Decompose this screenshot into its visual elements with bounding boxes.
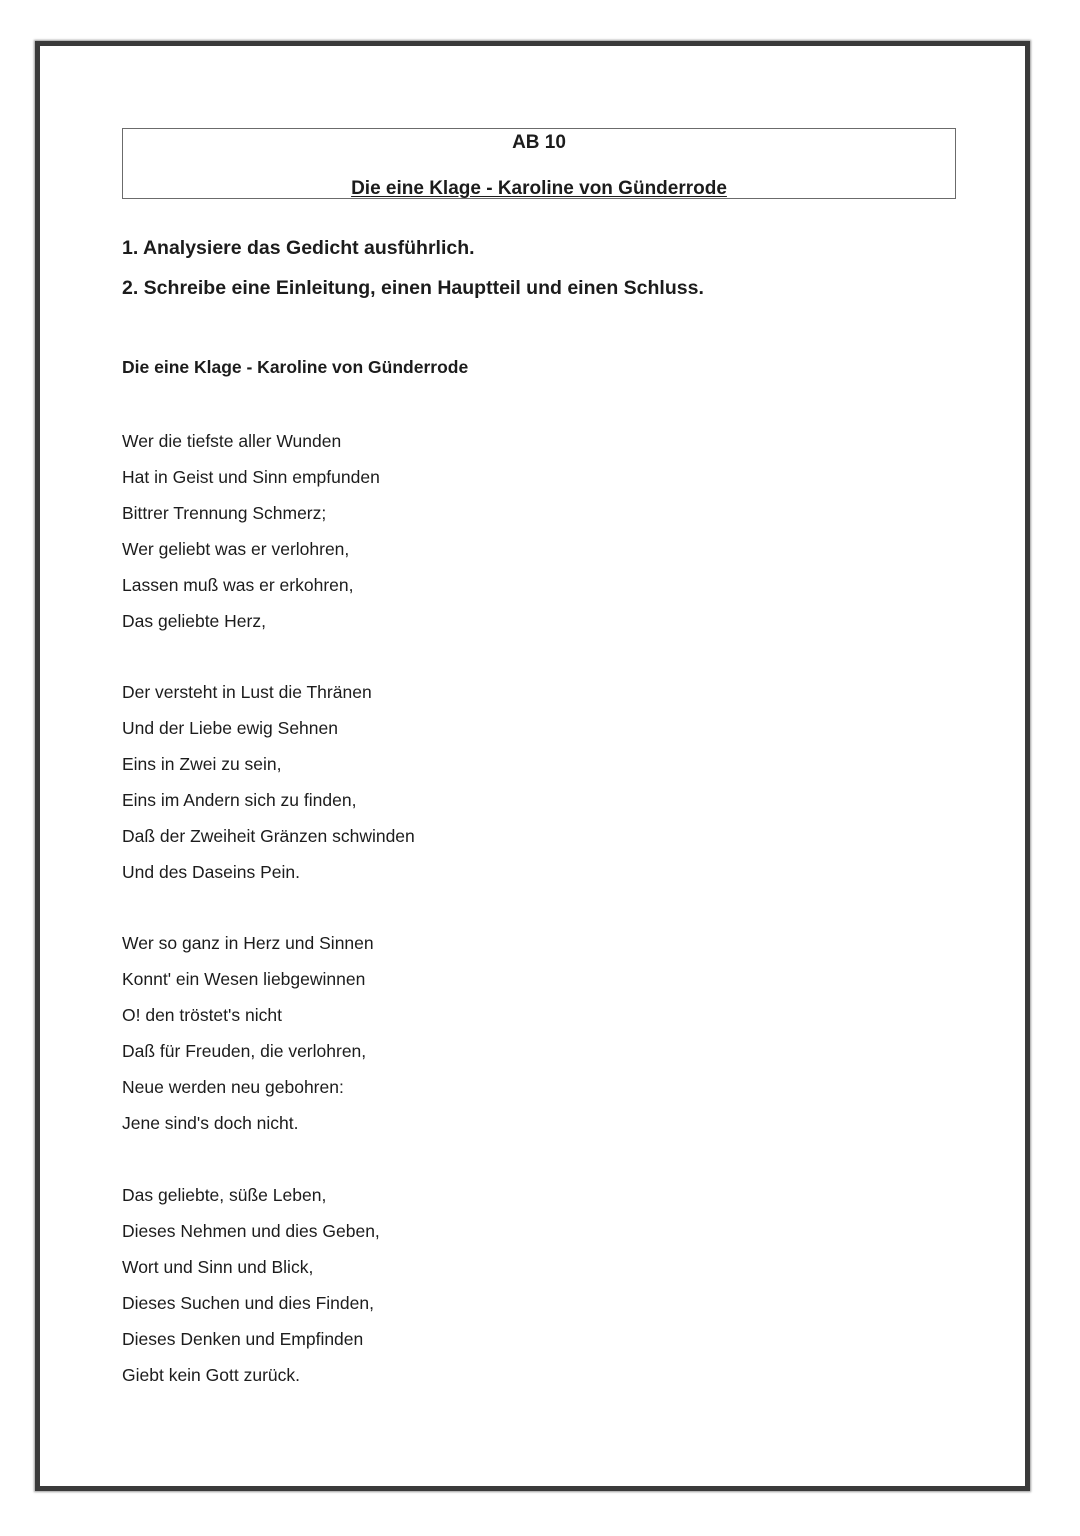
worksheet-title: Die eine Klage - Karoline von Günderrode (351, 178, 727, 199)
task-1: 1. Analysiere das Gedicht ausführlich. (122, 237, 475, 259)
task-2: 2. Schreibe eine Einleitung, einen Hauptteil und einen Schluss. (122, 277, 704, 299)
worksheet-code: AB 10 (512, 132, 566, 153)
worksheet-page (35, 41, 1030, 1491)
verse: Wort und Sinn und Blick, (122, 1257, 314, 1277)
verse: Eins in Zwei zu sein, (122, 754, 282, 774)
verse: Und der Liebe ewig Sehnen (122, 718, 338, 738)
verse: Neue werden neu gebohren: (122, 1077, 344, 1097)
verse: Dieses Denken und Empfinden (122, 1329, 364, 1349)
verse: Dieses Suchen und dies Finden, (122, 1293, 374, 1313)
stanza-3 (122, 925, 374, 1141)
worksheet-header (122, 128, 956, 199)
verse: Bittrer Trennung Schmerz; (122, 503, 327, 523)
stanza-4 (122, 1177, 380, 1393)
verse: Daß für Freuden, die verlohren, (122, 1041, 367, 1061)
verse: Hat in Geist und Sinn empfunden (122, 467, 380, 487)
verse: Wer die tiefste aller Wunden (122, 431, 342, 451)
verse: Jene sind's doch nicht. (122, 1113, 299, 1133)
verse: Wer geliebt was er verlohren, (122, 539, 350, 559)
verse: Konnt' ein Wesen liebgewinnen (122, 969, 366, 989)
verse: O! den tröstet's nicht (122, 1005, 282, 1025)
verse: Und des Daseins Pein. (122, 862, 301, 882)
stanza-1 (122, 423, 380, 639)
verse: Der versteht in Lust die Thränen (122, 682, 372, 702)
verse: Giebt kein Gott zurück. (122, 1365, 300, 1385)
verse: Lassen muß was er erkohren, (122, 575, 354, 595)
poem-title: Die eine Klage - Karoline von Günderrode (122, 357, 469, 377)
verse: Das geliebte Herz, (122, 611, 266, 631)
verse: Daß der Zweiheit Gränzen schwinden (122, 826, 415, 846)
verse: Das geliebte, süße Leben, (122, 1185, 327, 1205)
verse: Dieses Nehmen und dies Geben, (122, 1221, 380, 1241)
verse: Wer so ganz in Herz und Sinnen (122, 933, 374, 953)
stanza-2 (122, 674, 415, 890)
verse: Eins im Andern sich zu finden, (122, 790, 357, 810)
